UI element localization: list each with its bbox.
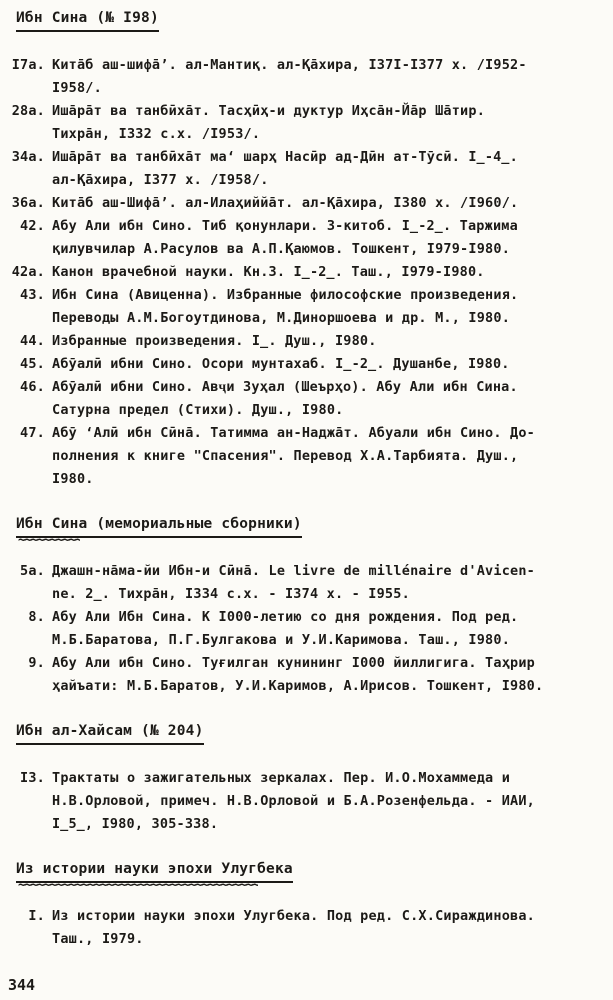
entry-text bbox=[52, 192, 609, 215]
section-heading bbox=[8, 721, 609, 744]
section-title-text: Ибн ал-Хайсам (№ 204) bbox=[16, 721, 204, 745]
entry-line: Переводы А.М.Богоутдинова, М.Диноршоева и др. М., I980. bbox=[52, 310, 511, 326]
entry-line: Таш., I979. bbox=[52, 931, 144, 947]
entry-text bbox=[52, 100, 609, 146]
bib-entry bbox=[8, 560, 609, 606]
bib-entry bbox=[8, 422, 609, 491]
bib-entry bbox=[8, 376, 609, 422]
entry-line: ҳайъати: М.Б.Баратов, У.И.Каримов, А.Ирисов. Тошкент, I980. bbox=[52, 678, 544, 694]
section-title-text: Из истории науки эпохи Улугбека bbox=[16, 859, 293, 883]
entry-number: I3. bbox=[20, 770, 45, 786]
bib-entry bbox=[8, 767, 609, 836]
entry-number: 34а. bbox=[11, 149, 45, 165]
section-heading bbox=[8, 859, 609, 882]
entry-text bbox=[52, 261, 609, 284]
bib-entry bbox=[8, 353, 609, 376]
entry-line: Трактаты о зажигательных зеркалах. Пер. И.О.Мохаммеда и bbox=[52, 770, 511, 786]
entry-line: Канон врачебной науки. Кн.3. I̲-2̲. Таш., I979-I980. bbox=[52, 264, 485, 280]
entry-line: М.Б.Баратова, П.Г.Булгакова и У.И.Каримова. Таш., I980. bbox=[52, 632, 511, 648]
entry-line: полнения к книге "Спасения". Перевод Х.А.Тарбията. Душ., bbox=[52, 448, 519, 464]
entry-line: I̲5̲, I980, 305-338. bbox=[52, 816, 219, 832]
entry-line: I980. bbox=[52, 471, 94, 487]
bib-entry bbox=[8, 652, 609, 698]
entry-line: ал-Қāхира, I377 х. /I958/. bbox=[52, 172, 269, 188]
entry-text bbox=[52, 353, 609, 376]
section-ibn-al-khaysam bbox=[8, 721, 609, 836]
wavy-underline bbox=[18, 536, 80, 547]
entry-number: 47. bbox=[20, 425, 45, 441]
entry-text bbox=[52, 905, 609, 951]
section-title-text: Ибн Сина (№ I98) bbox=[16, 8, 159, 32]
entry-line: Китāб аш-Шифā’. ал-Илаҳиййāт. ал-Қāхира, I380 х. /I960/. bbox=[52, 195, 519, 211]
bib-entry bbox=[8, 100, 609, 146]
entry-number: 42. bbox=[20, 218, 45, 234]
bib-entry bbox=[8, 606, 609, 652]
bib-entry bbox=[8, 905, 609, 951]
entry-number: 45. bbox=[20, 356, 45, 372]
entry-number: 5а. bbox=[20, 563, 45, 579]
entry-line: Китāб аш-шифā’. ал-Мантиқ. ал-Қāхира, I37I-I377 х. /I952- bbox=[52, 57, 527, 73]
entry-list bbox=[8, 54, 609, 491]
bib-entry bbox=[8, 261, 609, 284]
entry-number: 46. bbox=[20, 379, 45, 395]
entry-line: Тихрāн, I332 с.х. /I953/. bbox=[52, 126, 261, 142]
entry-text bbox=[52, 560, 609, 606]
page-number: 344 bbox=[8, 976, 36, 994]
entry-text bbox=[52, 284, 609, 330]
entry-number: 43. bbox=[20, 287, 45, 303]
entry-line: Сатурна предел (Стихи). Душ., I980. bbox=[52, 402, 344, 418]
bib-entry bbox=[8, 330, 609, 353]
wavy-underline bbox=[18, 881, 258, 892]
entry-line: Абӯалӣ ибни Сино. Авҷи Зуҳал (Шеърҳо). Абу Али ибн Сина. bbox=[52, 379, 518, 395]
entry-text bbox=[52, 606, 609, 652]
section-ibn-sina-memorial bbox=[8, 514, 609, 698]
entry-line: Абу Али Ибн Сина. К I000-летию со дня рождения. Под ред. bbox=[52, 609, 519, 625]
entry-list bbox=[8, 560, 609, 698]
entry-number: 44. bbox=[20, 333, 45, 349]
entry-number: 42а. bbox=[11, 264, 45, 280]
entry-line: Избранные произведения. I̲. Душ., I980. bbox=[52, 333, 377, 349]
entry-text bbox=[52, 54, 609, 100]
entry-line: Н.В.Орловой, примеч. Н.В.Орловой и Б.А.Розенфельда. - ИАИ, bbox=[52, 793, 536, 809]
entry-text bbox=[52, 215, 609, 261]
entry-list bbox=[8, 767, 609, 836]
entry-line: Ишāрāт ва танбӣхāт ма‘ шарҳ Насӣр ад-Дӣн ат-Тӯсӣ. I̲-4̲. bbox=[52, 149, 518, 165]
entry-text bbox=[52, 330, 609, 353]
entry-line: ne. 2̲. Тихрāн, I334 с.х. - I374 х. - I955. bbox=[52, 586, 410, 602]
bib-entry bbox=[8, 54, 609, 100]
entry-line: I958/. bbox=[52, 80, 102, 96]
entry-number: I. bbox=[28, 908, 45, 924]
entry-number: I7а. bbox=[11, 57, 45, 73]
entry-number: 9. bbox=[28, 655, 45, 671]
bib-entry bbox=[8, 146, 609, 192]
entry-line: Ибн Сина (Авиценна). Избранные философские произведения. bbox=[52, 287, 519, 303]
section-title-text: Ибн Сина (мемориальные сборники) bbox=[16, 514, 302, 538]
section-ulugbek-era bbox=[8, 859, 609, 951]
entry-line: Абӯ ‘Алӣ ибн Сӣнā. Татимма ан-Наджāт. Абуали ибн Сино. До- bbox=[52, 425, 536, 441]
entry-line: Джашн-нāма-йи Ибн-и Сӣнā. Le livre de millénaire d'Avicen- bbox=[52, 563, 536, 579]
entry-text bbox=[52, 422, 609, 491]
entry-line: Абу Али ибн Сино. Тиб қонунлари. 3-китоб. I̲-2̲. Таржима bbox=[52, 218, 518, 234]
entry-list bbox=[8, 905, 609, 951]
entry-line: қилувчилар А.Расулов ва А.П.Қаюмов. Тошкент, I979-I980. bbox=[52, 241, 511, 257]
bib-entry bbox=[8, 284, 609, 330]
entry-text bbox=[52, 146, 609, 192]
entry-number: 28а. bbox=[11, 103, 45, 119]
entry-text bbox=[52, 376, 609, 422]
section-ibn-sina-198 bbox=[8, 8, 609, 491]
entry-text bbox=[52, 767, 609, 836]
entry-line: Абу Али ибн Сино. Туғилган кунининг I000 йиллигига. Таҳрир bbox=[52, 655, 536, 671]
bib-entry bbox=[8, 215, 609, 261]
section-heading bbox=[8, 8, 609, 31]
entry-line: Ишāрāт ва танбӣхāт. Тасҳӣҳ-и дуктур Иҳсāн-Йāр Шāтир. bbox=[52, 103, 486, 119]
bib-entry bbox=[8, 192, 609, 215]
section-heading bbox=[8, 514, 609, 537]
entry-line: Из истории науки эпохи Улугбека. Под ред. С.Х.Сираждинова. bbox=[52, 908, 536, 924]
entry-text bbox=[52, 652, 609, 698]
entry-line: Абӯалӣ ибни Сино. Осори мунтахаб. I̲-2̲. Душанбе, I980. bbox=[52, 356, 510, 372]
entry-number: 36а. bbox=[11, 195, 45, 211]
entry-number: 8. bbox=[28, 609, 45, 625]
